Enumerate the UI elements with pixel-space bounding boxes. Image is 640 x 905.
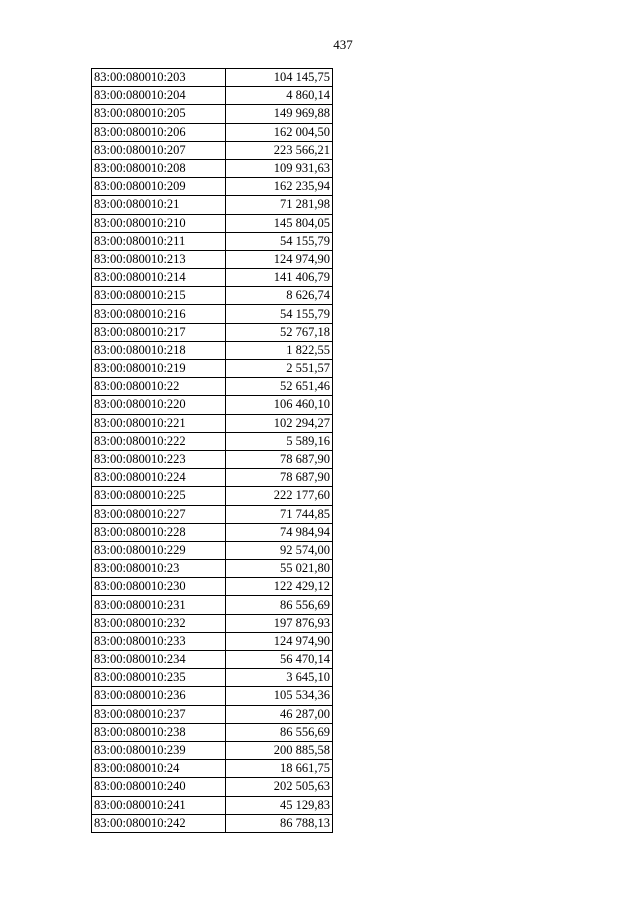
value-cell: 109 931,63	[225, 159, 332, 177]
cadastral-number-cell: 83:00:080010:206	[92, 123, 226, 141]
value-cell: 149 969,88	[225, 105, 332, 123]
cadastral-number-cell: 83:00:080010:239	[92, 741, 226, 759]
value-cell: 52 767,18	[225, 323, 332, 341]
value-cell: 54 155,79	[225, 305, 332, 323]
value-cell: 78 687,90	[225, 450, 332, 468]
value-cell: 223 566,21	[225, 141, 332, 159]
table-row	[92, 378, 333, 396]
cadastral-number-cell: 83:00:080010:236	[92, 687, 226, 705]
table-row	[92, 305, 333, 323]
cadastral-number-cell: 83:00:080010:213	[92, 250, 226, 268]
value-cell: 86 556,69	[225, 596, 332, 614]
cadastral-number-cell: 83:00:080010:223	[92, 450, 226, 468]
table-body	[92, 69, 333, 833]
value-cell: 145 804,05	[225, 214, 332, 232]
table-row	[92, 705, 333, 723]
value-cell: 124 974,90	[225, 250, 332, 268]
table-row	[92, 814, 333, 832]
cadastral-number-cell: 83:00:080010:210	[92, 214, 226, 232]
value-cell: 56 470,14	[225, 651, 332, 669]
table-row	[92, 669, 333, 687]
value-cell: 4 860,14	[225, 87, 332, 105]
value-cell: 18 661,75	[225, 760, 332, 778]
value-cell: 104 145,75	[225, 69, 332, 87]
value-cell: 162 235,94	[225, 178, 332, 196]
table-row	[92, 196, 333, 214]
value-cell: 202 505,63	[225, 778, 332, 796]
value-cell: 102 294,27	[225, 414, 332, 432]
value-cell: 46 287,00	[225, 705, 332, 723]
page-number: 437	[333, 37, 353, 52]
table-row	[92, 450, 333, 468]
cadastral-number-cell: 83:00:080010:231	[92, 596, 226, 614]
cadastral-number-cell: 83:00:080010:229	[92, 541, 226, 559]
cadastral-number-cell: 83:00:080010:217	[92, 323, 226, 341]
cadastral-number-cell: 83:00:080010:232	[92, 614, 226, 632]
cadastral-number-cell: 83:00:080010:238	[92, 723, 226, 741]
cadastral-number-cell: 83:00:080010:214	[92, 269, 226, 287]
table-row	[92, 323, 333, 341]
table-row	[92, 341, 333, 359]
value-cell: 197 876,93	[225, 614, 332, 632]
cadastral-number-cell: 83:00:080010:205	[92, 105, 226, 123]
cadastral-number-cell: 83:00:080010:222	[92, 432, 226, 450]
cadastral-number-cell: 83:00:080010:218	[92, 341, 226, 359]
value-cell: 92 574,00	[225, 541, 332, 559]
cadastral-number-cell: 83:00:080010:233	[92, 632, 226, 650]
table-row	[92, 541, 333, 559]
value-cell: 45 129,83	[225, 796, 332, 814]
table-row	[92, 414, 333, 432]
value-cell: 106 460,10	[225, 396, 332, 414]
table-row	[92, 687, 333, 705]
table-row	[92, 778, 333, 796]
cadastral-number-cell: 83:00:080010:22	[92, 378, 226, 396]
value-cell: 74 984,94	[225, 523, 332, 541]
table-row	[92, 141, 333, 159]
value-cell: 52 651,46	[225, 378, 332, 396]
table-row	[92, 760, 333, 778]
value-cell: 86 556,69	[225, 723, 332, 741]
cadastral-number-cell: 83:00:080010:234	[92, 651, 226, 669]
value-cell: 8 626,74	[225, 287, 332, 305]
table-row	[92, 232, 333, 250]
table-row	[92, 505, 333, 523]
value-cell: 124 974,90	[225, 632, 332, 650]
table-row	[92, 651, 333, 669]
cadastral-number-cell: 83:00:080010:209	[92, 178, 226, 196]
table-row	[92, 360, 333, 378]
value-cell: 141 406,79	[225, 269, 332, 287]
cadastral-number-cell: 83:00:080010:216	[92, 305, 226, 323]
value-cell: 55 021,80	[225, 560, 332, 578]
table-row	[92, 69, 333, 87]
cadastral-number-cell: 83:00:080010:221	[92, 414, 226, 432]
value-cell: 162 004,50	[225, 123, 332, 141]
value-cell: 86 788,13	[225, 814, 332, 832]
cadastral-number-cell: 83:00:080010:227	[92, 505, 226, 523]
value-cell: 54 155,79	[225, 232, 332, 250]
cadastral-number-cell: 83:00:080010:203	[92, 69, 226, 87]
table-row	[92, 723, 333, 741]
table-row	[92, 105, 333, 123]
value-cell: 71 281,98	[225, 196, 332, 214]
value-cell: 200 885,58	[225, 741, 332, 759]
cadastral-number-cell: 83:00:080010:228	[92, 523, 226, 541]
value-cell: 3 645,10	[225, 669, 332, 687]
table-row	[92, 578, 333, 596]
table-row	[92, 632, 333, 650]
table-row	[92, 596, 333, 614]
value-cell: 71 744,85	[225, 505, 332, 523]
cadastral-number-cell: 83:00:080010:211	[92, 232, 226, 250]
table-row	[92, 469, 333, 487]
value-cell: 222 177,60	[225, 487, 332, 505]
table-row	[92, 614, 333, 632]
value-cell: 1 822,55	[225, 341, 332, 359]
table-row	[92, 523, 333, 541]
table-row	[92, 269, 333, 287]
cadastral-number-cell: 83:00:080010:24	[92, 760, 226, 778]
cadastral-number-cell: 83:00:080010:242	[92, 814, 226, 832]
table-row	[92, 432, 333, 450]
cadastral-number-cell: 83:00:080010:241	[92, 796, 226, 814]
cadastral-number-cell: 83:00:080010:23	[92, 560, 226, 578]
cadastral-number-cell: 83:00:080010:230	[92, 578, 226, 596]
cadastral-number-cell: 83:00:080010:235	[92, 669, 226, 687]
table-row	[92, 287, 333, 305]
cadastral-number-cell: 83:00:080010:237	[92, 705, 226, 723]
table-row	[92, 250, 333, 268]
table-row	[92, 214, 333, 232]
table-row	[92, 87, 333, 105]
table-row	[92, 123, 333, 141]
table-row	[92, 396, 333, 414]
table-row	[92, 741, 333, 759]
cadastral-number-cell: 83:00:080010:240	[92, 778, 226, 796]
cadastral-number-cell: 83:00:080010:224	[92, 469, 226, 487]
cadastral-number-cell: 83:00:080010:21	[92, 196, 226, 214]
table-row	[92, 159, 333, 177]
table-row	[92, 178, 333, 196]
cadastral-number-cell: 83:00:080010:208	[92, 159, 226, 177]
value-cell: 122 429,12	[225, 578, 332, 596]
cadastral-number-cell: 83:00:080010:215	[92, 287, 226, 305]
value-cell: 105 534,36	[225, 687, 332, 705]
cadastral-number-cell: 83:00:080010:220	[92, 396, 226, 414]
cadastral-number-cell: 83:00:080010:219	[92, 360, 226, 378]
cadastral-value-table	[91, 68, 333, 833]
value-cell: 5 589,16	[225, 432, 332, 450]
cadastral-number-cell: 83:00:080010:225	[92, 487, 226, 505]
table-row	[92, 487, 333, 505]
cadastral-number-cell: 83:00:080010:204	[92, 87, 226, 105]
value-cell: 2 551,57	[225, 360, 332, 378]
table-row	[92, 560, 333, 578]
table-row	[92, 796, 333, 814]
value-cell: 78 687,90	[225, 469, 332, 487]
cadastral-number-cell: 83:00:080010:207	[92, 141, 226, 159]
